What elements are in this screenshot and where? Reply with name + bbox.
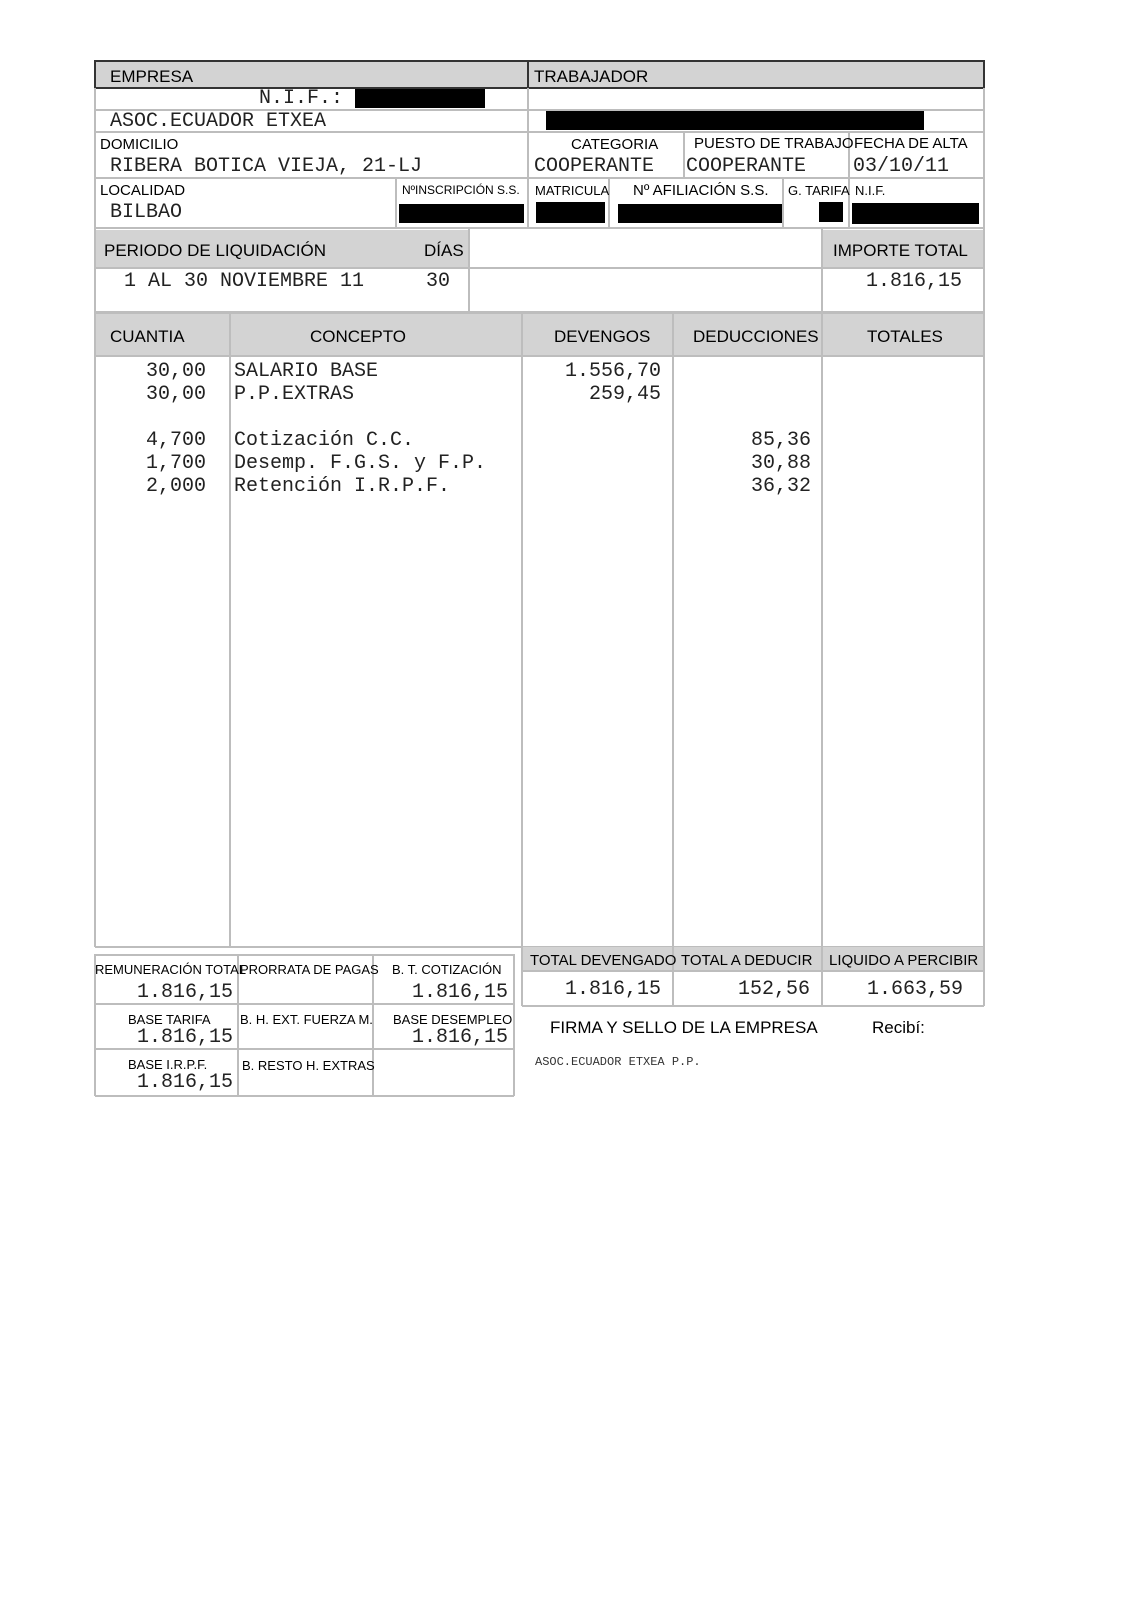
b-resto-label: B. RESTO H. EXTRAS [242, 1058, 375, 1073]
fecha-alta-label: FECHA DE ALTA [854, 135, 968, 152]
cuantia-cell: 2,000 [145, 475, 206, 498]
base-desempleo-label: BASE DESEMPLEO [393, 1012, 513, 1027]
trabajador-header: TRABAJADOR [534, 67, 649, 86]
concepto-cell: Cotización C.C. [234, 429, 415, 452]
bt-cotizacion-label: B. T. COTIZACIÓN [392, 962, 502, 977]
rule [513, 954, 515, 1096]
rule [821, 228, 823, 312]
importe-total-value: 1.816,15 [865, 270, 962, 293]
rule [683, 132, 685, 178]
empresa-header: EMPRESA [110, 67, 194, 86]
col-deducciones-header: DEDUCCIONES [693, 327, 819, 346]
total-deducir-value: 152,56 [737, 978, 810, 1001]
cuantia-cell: 30,00 [145, 360, 206, 383]
rule [95, 60, 984, 62]
inscripcion-label: NºINSCRIPCIÓN S.S. [402, 183, 520, 197]
rule [95, 87, 984, 89]
matricula-label: MATRICULA [535, 183, 610, 198]
rule [95, 954, 514, 956]
tarifa-label: G. TARIFA [788, 183, 850, 198]
rule [672, 312, 674, 947]
recibi-label: Recibí: [872, 1018, 925, 1037]
localidad-value: BILBAO [110, 201, 183, 224]
base-desempleo-value: 1.816,15 [411, 1026, 508, 1049]
rule [95, 1095, 514, 1097]
rule [95, 227, 984, 229]
base-tarifa-value: 1.816,15 [136, 1026, 233, 1049]
localidad-label: LOCALIDAD [100, 182, 186, 199]
rule [983, 88, 985, 228]
categoria-label: CATEGORIA [571, 136, 659, 153]
rule [94, 228, 96, 312]
domicilio-value: RIBERA BOTICA VIEJA, 21-LJ [110, 155, 423, 178]
afiliacion-label: Nº AFILIACIÓN S.S. [633, 182, 769, 199]
rule [983, 946, 985, 1006]
devengos-cell: 1.556,70 [564, 360, 661, 383]
redacted-inscripcion [399, 204, 524, 223]
puesto-label: PUESTO DE TRABAJO [694, 135, 854, 152]
total-deducir-label: TOTAL A DEDUCIR [681, 952, 813, 969]
col-devengos-header: DEVENGOS [554, 327, 651, 346]
rule [95, 267, 984, 269]
redacted-trabajador-name [546, 111, 924, 130]
periodo-label: PERIODO DE LIQUIDACIÓN [104, 241, 326, 260]
deducciones-cell: 36,32 [750, 475, 811, 498]
col-cuantia-header: CUANTIA [110, 327, 185, 346]
dias-label: DÍAS [424, 241, 464, 260]
concepto-cell: SALARIO BASE [234, 360, 379, 383]
remuneracion-label: REMUNERACIÓN TOTAL [95, 962, 246, 977]
rule [468, 228, 470, 312]
trabajador-nif-label: N.I.F. [855, 183, 886, 198]
domicilio-label: DOMICILIO [100, 136, 179, 153]
rule [782, 178, 784, 227]
cuantia-cell: 1,700 [145, 452, 206, 475]
categoria-value: COOPERANTE [534, 155, 655, 178]
firma-label: FIRMA Y SELLO DE LA EMPRESA [550, 1018, 818, 1037]
liquido-label: LIQUIDO A PERCIBIR [829, 952, 979, 969]
redacted-empresa-nif [355, 89, 485, 108]
base-irpf-value: 1.816,15 [136, 1071, 233, 1094]
importe-total-label: IMPORTE TOTAL [833, 241, 968, 260]
rule [527, 60, 529, 88]
fecha-alta-value: 03/10/11 [853, 155, 950, 178]
periodo-value: 1 AL 30 NOVIEMBRE 11 [124, 270, 365, 293]
empresa-nif-label: N.I.F.: [259, 87, 344, 110]
rule [94, 312, 96, 947]
col-concepto-header: CONCEPTO [310, 327, 407, 346]
rule [229, 312, 231, 946]
prorrata-label: PRORRATA DE PAGAS [240, 962, 379, 977]
redacted-afiliacion [618, 204, 782, 223]
rule [983, 312, 985, 947]
total-devengado-value: 1.816,15 [564, 978, 661, 1001]
rule [983, 228, 985, 312]
devengos-cell: 259,45 [588, 383, 661, 406]
puesto-value: COOPERANTE [686, 155, 807, 178]
cuantia-cell: 30,00 [145, 383, 206, 406]
rule [521, 312, 523, 947]
rule [821, 312, 823, 947]
empresa-stamp: ASOC.ECUADOR ETXEA P.P. [535, 1055, 701, 1069]
rule [395, 178, 397, 227]
liquido-value: 1.663,59 [866, 978, 963, 1001]
base-irpf-label: BASE I.R.P.F. [128, 1057, 208, 1072]
deducciones-cell: 85,36 [750, 429, 811, 452]
redacted-trabajador-nif [852, 203, 979, 224]
rule [94, 60, 96, 88]
empresa-name: ASOC.ECUADOR ETXEA [110, 110, 327, 133]
total-devengado-label: TOTAL DEVENGADO [530, 952, 677, 969]
bh-ext-label: B. H. EXT. FUERZA M. [240, 1012, 373, 1027]
rule [983, 60, 985, 88]
rule [522, 970, 984, 972]
redacted-matricula [536, 202, 605, 223]
base-tarifa-label: BASE TARIFA [128, 1012, 211, 1027]
col-totales-header: TOTALES [867, 327, 943, 346]
concepto-cell: Desemp. F.G.S. y F.P. [234, 452, 487, 475]
dias-value: 30 [426, 270, 451, 293]
bt-cotizacion-value: 1.816,15 [411, 981, 508, 1004]
remuneracion-value: 1.816,15 [136, 981, 233, 1004]
concepto-cell: Retención I.R.P.F. [234, 475, 451, 498]
deducciones-cell: 30,88 [750, 452, 811, 475]
rule [522, 1005, 984, 1007]
redacted-tarifa [819, 202, 843, 222]
cuantia-cell: 4,700 [145, 429, 206, 452]
concepto-cell: P.P.EXTRAS [234, 383, 355, 406]
